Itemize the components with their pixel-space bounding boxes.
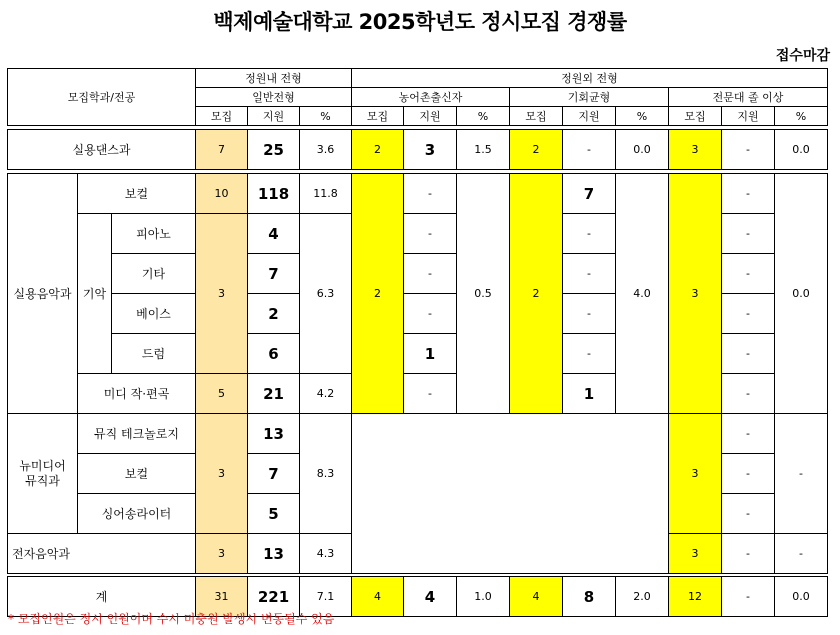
cell-recruit: 7 [196, 130, 248, 170]
cell-pct: 4.2 [300, 374, 352, 414]
cell-apply: 7 [248, 254, 300, 294]
cell-apply: 7 [248, 454, 300, 494]
header-recruit: 모집 [196, 107, 248, 126]
cell-apply: - [722, 494, 775, 534]
header-recruit: 모집 [669, 107, 722, 126]
cell-apply: 118 [248, 174, 300, 214]
header-apply: 지원 [722, 107, 775, 126]
group-name: 기악 [78, 214, 112, 374]
header-recruit: 모집 [510, 107, 563, 126]
cell-apply: - [404, 174, 457, 214]
dept-name: 전자음악과 [8, 534, 196, 574]
major-name: 싱어송라이터 [78, 494, 196, 534]
cell-recruit: 2 [352, 130, 404, 170]
cell-recruit: 4 [510, 577, 563, 617]
cell-apply: 4 [248, 214, 300, 254]
cell-pct: - [775, 414, 828, 534]
cell-pct: - [775, 534, 828, 574]
cell-apply: 8 [563, 577, 616, 617]
cell-apply: - [722, 577, 775, 617]
header-general: 일반전형 [196, 88, 352, 107]
cell-apply: 1 [404, 334, 457, 374]
cell-apply: - [404, 294, 457, 334]
cell-recruit: 12 [669, 577, 722, 617]
cell-apply: - [722, 214, 775, 254]
cell-recruit: 5 [196, 374, 248, 414]
cell-apply: - [722, 130, 775, 170]
major-name: 미디 작·편곡 [78, 374, 196, 414]
cell-pct: 4.0 [616, 174, 669, 414]
dept-name: 뉴미디어 뮤직과 [8, 414, 78, 534]
cell-apply: - [722, 534, 775, 574]
cell-apply: 13 [248, 414, 300, 454]
cell-pct: 0.0 [775, 577, 828, 617]
header-rural: 농어촌출신자 [352, 88, 510, 107]
cell-pct: 7.1 [300, 577, 352, 617]
dept-name: 실용음악과 [8, 174, 78, 414]
cell-apply: 6 [248, 334, 300, 374]
major-name: 보컬 [78, 174, 196, 214]
empty-block [352, 414, 669, 574]
cell-apply: - [722, 454, 775, 494]
cell-pct: 1.0 [457, 577, 510, 617]
cell-apply: - [722, 334, 775, 374]
cell-recruit: 3 [669, 130, 722, 170]
cell-apply: 25 [248, 130, 300, 170]
cell-apply: - [404, 374, 457, 414]
page-title: 백제예술대학교 2025학년도 정시모집 경쟁률 [213, 10, 627, 34]
cell-apply: - [563, 294, 616, 334]
cell-apply: 3 [404, 130, 457, 170]
major-name: 뮤직 테크놀로지 [78, 414, 196, 454]
cell-pct: 1.5 [457, 130, 510, 170]
cell-apply: 13 [248, 534, 300, 574]
cell-pct: 0.0 [616, 130, 669, 170]
cell-apply: 5 [248, 494, 300, 534]
cell-recruit: 2 [510, 174, 563, 414]
header-pct: % [300, 107, 352, 126]
cell-pct: 0.0 [775, 130, 828, 170]
cell-apply: 2 [248, 294, 300, 334]
cell-recruit: 3 [196, 414, 248, 534]
cell-recruit: 4 [352, 577, 404, 617]
footnote: * 모집인원은 정시 인원이며 수시 미충원 발생시 변동될수 있음 [8, 612, 335, 626]
cell-apply: - [722, 254, 775, 294]
header-college: 전문대 졸 이상 [669, 88, 828, 107]
major-name: 기타 [112, 254, 196, 294]
total-label: 계 [8, 577, 196, 617]
cell-pct: 0.5 [457, 174, 510, 414]
cell-apply: 7 [563, 174, 616, 214]
deadline-label: 접수마감 [775, 48, 830, 64]
cell-apply: - [722, 374, 775, 414]
cell-pct: 8.3 [300, 414, 352, 534]
major-name: 드럼 [112, 334, 196, 374]
cell-apply: - [722, 414, 775, 454]
cell-recruit: 3 [196, 534, 248, 574]
cell-apply: - [404, 254, 457, 294]
cell-recruit: 2 [510, 130, 563, 170]
dept-name: 실용댄스과 [8, 130, 196, 170]
competition-table [7, 68, 828, 617]
cell-apply: 4 [404, 577, 457, 617]
cell-recruit: 31 [196, 577, 248, 617]
header-outside: 정원외 전형 [352, 69, 828, 88]
cell-apply: - [563, 130, 616, 170]
major-name: 피아노 [112, 214, 196, 254]
cell-apply: - [404, 214, 457, 254]
major-name: 보컬 [78, 454, 196, 494]
cell-recruit: 3 [669, 414, 722, 534]
cell-apply: 221 [248, 577, 300, 617]
cell-apply: - [563, 334, 616, 374]
cell-apply: - [563, 254, 616, 294]
cell-pct: 2.0 [616, 577, 669, 617]
cell-apply: 1 [563, 374, 616, 414]
header-pct: % [775, 107, 828, 126]
header-equal: 기회균형 [510, 88, 669, 107]
cell-pct: 11.8 [300, 174, 352, 214]
cell-apply: 21 [248, 374, 300, 414]
header-within: 정원내 전형 [196, 69, 352, 88]
cell-recruit: 3 [669, 174, 722, 414]
cell-apply: - [722, 174, 775, 214]
cell-recruit: 3 [196, 214, 248, 374]
cell-pct: 4.3 [300, 534, 352, 574]
cell-recruit: 3 [669, 534, 722, 574]
major-name: 베이스 [112, 294, 196, 334]
header-apply: 지원 [563, 107, 616, 126]
header-pct: % [616, 107, 669, 126]
cell-pct: 6.3 [300, 214, 352, 374]
cell-apply: - [563, 214, 616, 254]
cell-pct: 0.0 [775, 174, 828, 414]
cell-apply: - [722, 294, 775, 334]
header-apply: 지원 [404, 107, 457, 126]
header-apply: 지원 [248, 107, 300, 126]
header-pct: % [457, 107, 510, 126]
cell-recruit: 10 [196, 174, 248, 214]
header-recruit: 모집 [352, 107, 404, 126]
header-dept: 모집학과/전공 [8, 69, 196, 126]
cell-recruit: 2 [352, 174, 404, 414]
cell-pct: 3.6 [300, 130, 352, 170]
